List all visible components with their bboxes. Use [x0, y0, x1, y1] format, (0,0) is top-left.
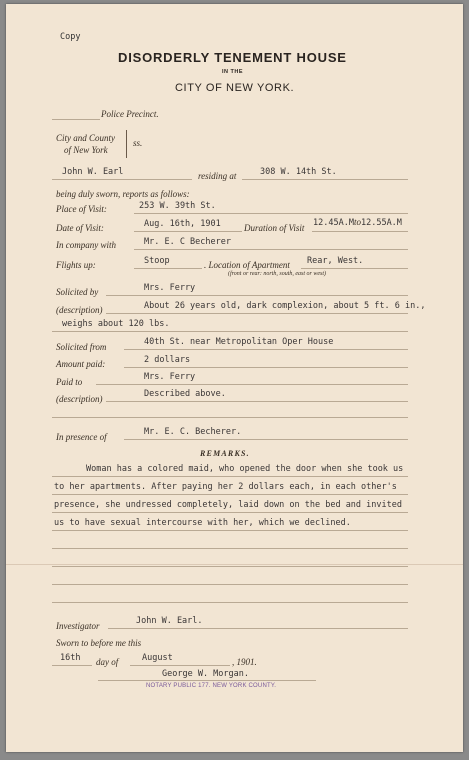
precinct-label: Police Precinct.: [101, 109, 159, 119]
solicited-value: Mrs. Ferry: [144, 283, 196, 293]
description-2-label: (description): [56, 394, 103, 404]
remarks-heading: REMARKS.: [200, 449, 250, 458]
county-label-1: City and County: [56, 133, 115, 143]
investigator-label: Investigator: [56, 621, 100, 631]
duration-label: Duration of Visit: [244, 223, 305, 233]
copy-mark: Copy: [60, 32, 81, 42]
to-label: to: [353, 217, 361, 227]
flights-label: Flights up:: [56, 260, 96, 270]
company-label: In company with: [56, 240, 116, 250]
duration-value: [313, 217, 402, 228]
solicited-from-label: Solicited from: [56, 342, 107, 352]
county-label-2: of New York: [64, 145, 108, 155]
notary-stamp: NOTARY PUBLIC 177. NEW YORK COUNTY.: [146, 683, 277, 689]
document-page: [6, 4, 463, 752]
day-of-label: day of: [96, 657, 119, 667]
sworn-year: , 1901.: [232, 657, 257, 667]
presence-label: In presence of: [56, 432, 107, 442]
county-brace: [126, 130, 128, 158]
location-hint: (front or rear: north, south, east or west): [228, 271, 327, 277]
sworn-day: 16th: [60, 653, 81, 663]
form-title: DISORDERLY TENEMENT HOUSE: [118, 50, 347, 65]
remarks-line-4: us to have sexual intercourse with her, which we declined.: [54, 518, 351, 528]
location-value: Rear, West.: [307, 256, 364, 266]
sworn-before-label: Sworn to before me this: [56, 638, 142, 648]
solicited-from-value: 40th St. near Metropolitan Oper House: [144, 337, 334, 347]
solicited-label: Solicited by: [56, 287, 99, 297]
location-label: . Location of Apartment: [204, 260, 290, 270]
paid-label: Paid to: [56, 377, 83, 387]
paid-value: Mrs. Ferry: [144, 372, 196, 382]
notary-name: George W. Morgan.: [162, 669, 249, 679]
presence-value: Mr. E. C. Becherer.: [144, 427, 242, 437]
fold-crease: [6, 564, 463, 565]
in-the-label: IN THE: [222, 69, 244, 75]
place-value: 253 W. 39th St.: [139, 201, 216, 211]
description-line-1: About 26 years old, dark complexion, about 5 ft. 6 in.,: [144, 301, 426, 311]
residence-address: 308 W. 14th St.: [260, 167, 337, 177]
date-value: Aug. 16th, 1901: [144, 219, 221, 229]
description-label: (description): [56, 305, 103, 315]
company-value: Mr. E. C Becherer: [144, 237, 231, 247]
city-title: CITY OF NEW YORK.: [175, 82, 295, 94]
remarks-line-2: to her apartments. After paying her 2 dollars each, in each other's: [54, 482, 397, 492]
flights-value: Stoop: [144, 256, 170, 266]
remarks-line-3: presence, she undressed completely, laid down on the bed and invited: [54, 500, 402, 510]
duration-start-meridiem: A.M: [338, 218, 354, 228]
amount-value: 2 dollars: [144, 355, 191, 365]
description-line-2: weighs about 120 lbs.: [62, 319, 170, 329]
sworn-statement: being duly sworn, reports as follows:: [56, 189, 190, 199]
residing-label: residing at: [198, 171, 237, 181]
ss-label: ss.: [133, 138, 143, 148]
place-label: Place of Visit:: [56, 204, 107, 214]
description-2-value: Described above.: [144, 389, 226, 399]
duration-start: 12.45: [313, 218, 339, 228]
investigator-value: John W. Earl.: [136, 616, 203, 626]
sworn-month: August: [142, 653, 173, 663]
amount-label: Amount paid:: [56, 359, 106, 369]
duration-end-meridiem: A.M: [386, 218, 402, 228]
date-label: Date of Visit:: [56, 223, 104, 233]
duration-end: 12.55: [360, 218, 387, 228]
deponent-name: John W. Earl: [62, 167, 124, 177]
remarks-line-1: Woman has a colored maid, who opened the door when she took us: [86, 464, 404, 474]
